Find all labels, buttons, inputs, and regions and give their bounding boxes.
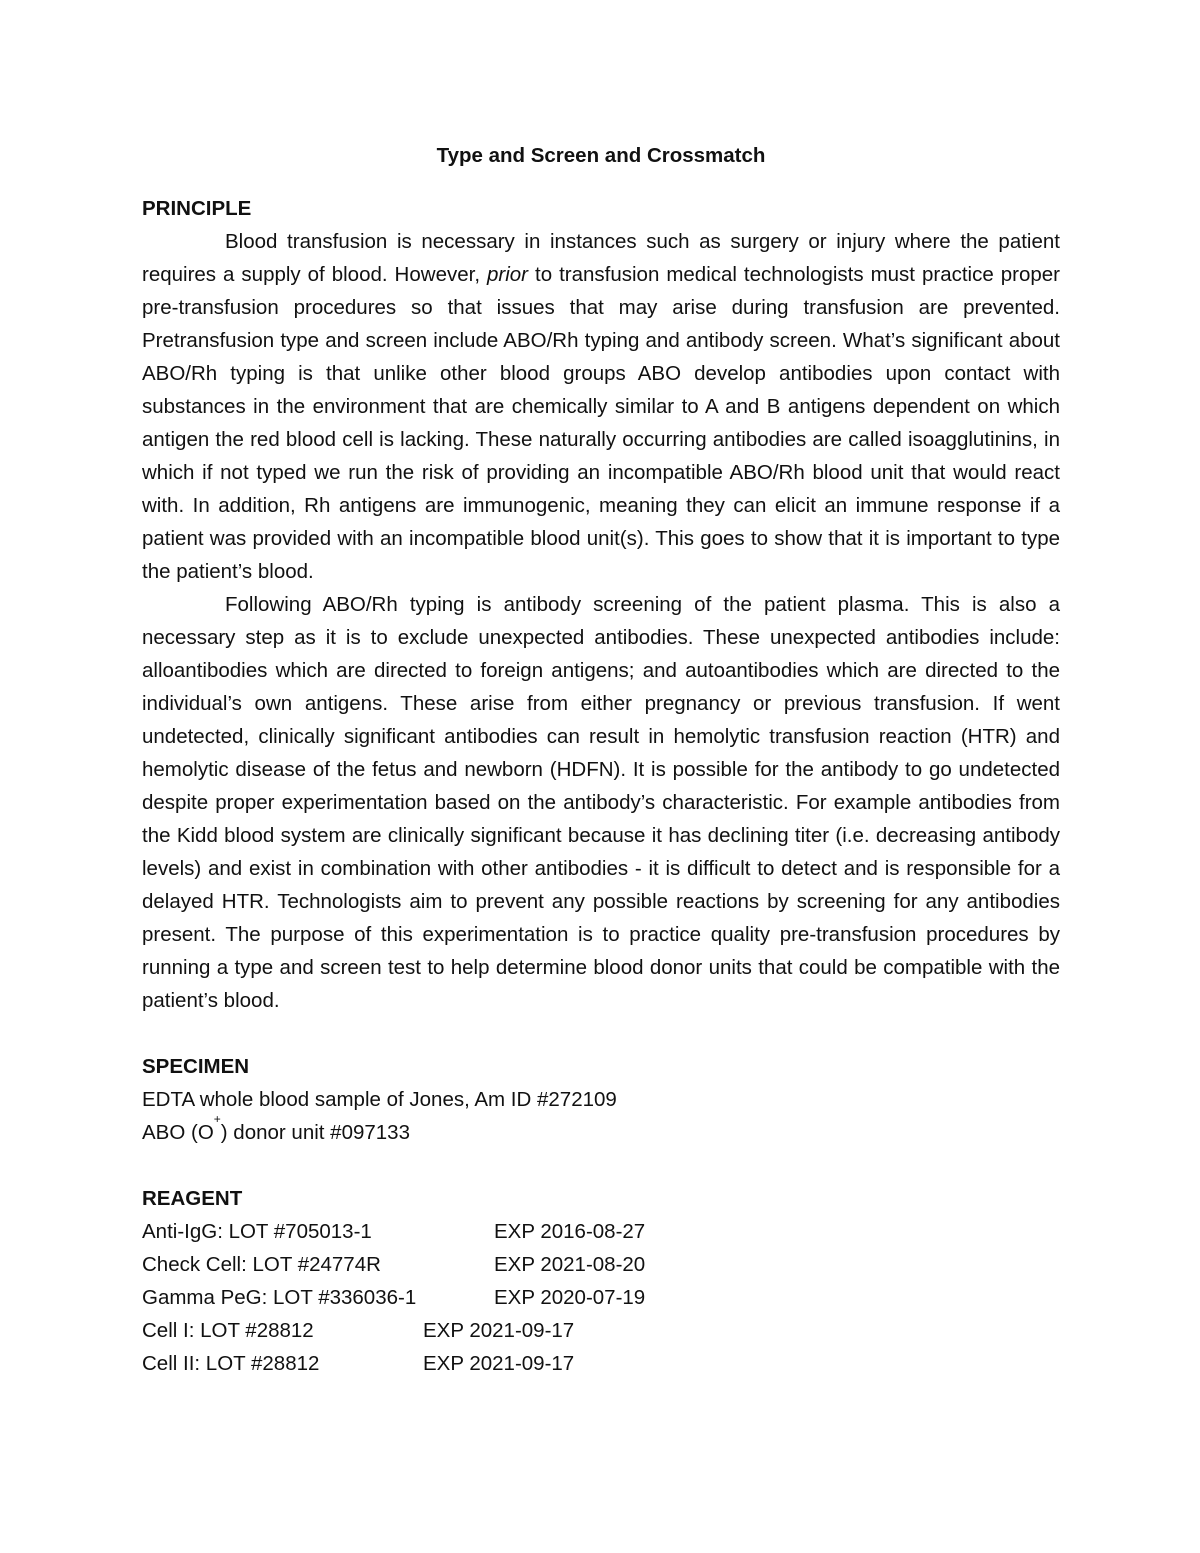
reagent-row xyxy=(142,1281,1060,1314)
specimen-line-2 xyxy=(142,1112,1060,1149)
reagent-heading: REAGENT xyxy=(142,1187,243,1210)
specimen-line-2-prefix: ABO (O xyxy=(142,1121,214,1144)
principle-paragraph-1 xyxy=(142,225,1060,588)
specimen-line-1: EDTA whole blood sample of Jones, Am ID #272109 xyxy=(142,1088,617,1111)
reagent-name: Gamma PeG: LOT #336036-1 xyxy=(142,1286,417,1309)
principle-heading: PRINCIPLE xyxy=(142,197,252,220)
specimen-line-2-suffix: ) donor unit #097133 xyxy=(220,1121,410,1144)
principle-paragraph-2: Following ABO/Rh typing is antibody screening of the patient plasma. This is also a necessary step as it is to exclude unexpected antibodies. These unexpected antibodies include: alloantibodies which are directed to foreign antigens; and autoantibodies which are directed to the individual’s own antigens. These arise from either pregnancy or previous transfusion. If went undetected, clinically significant antibodies can result in hemolytic transfusion reaction (HTR) and hemolytic disease of the fetus and newborn (HDFN). It is possible for the antibody to go undetected despite proper experimentation based on the antibody’s characteristic. For example antibodies from the Kidd blood system are clinically significant because it has declining titer (i.e. decreasing antibody levels) and exist in combination with other antibodies - it is difficult to detect and is responsible for a delayed HTR. Technologists aim to prevent any possible reactions by screening for any antibodies present. The purpose of this experimentation is to practice quality pre-transfusion procedures by running a type and screen test to help determine blood donor units that could be compatible with the patient’s blood. xyxy=(142,593,1060,1012)
section-spacer xyxy=(142,1017,1060,1050)
reagent-expiration: EXP 2021-08-20 xyxy=(494,1253,646,1276)
reagent-expiration: EXP 2020-07-19 xyxy=(494,1286,646,1309)
principle-paragraph-1-italic: prior xyxy=(487,263,529,286)
reagent-expiration: EXP 2021-09-17 xyxy=(423,1319,575,1342)
reagent-row xyxy=(142,1347,1060,1380)
section-spacer xyxy=(142,1149,1060,1182)
document-page xyxy=(142,140,1060,1380)
document-title: Type and Screen and Crossmatch xyxy=(436,144,766,167)
reagent-name: Cell I: LOT #28812 xyxy=(142,1319,314,1342)
reagent-row xyxy=(142,1215,1060,1248)
reagent-name: Check Cell: LOT #24774R xyxy=(142,1253,381,1276)
reagent-name: Anti-IgG: LOT #705013-1 xyxy=(142,1220,372,1243)
reagent-name: Cell II: LOT #28812 xyxy=(142,1352,320,1375)
reagent-expiration: EXP 2021-09-17 xyxy=(423,1352,575,1375)
reagent-row xyxy=(142,1248,1060,1281)
reagent-row xyxy=(142,1314,1060,1347)
specimen-line-2-superscript: + xyxy=(213,1112,221,1127)
principle-paragraph-1-part2: to transfusion medical technologists must practice proper pre-transfusion procedures so that issues that may arise during transfusion are prevented. Pretransfusion type and screen include ABO/Rh typing and antibody screen. What’s significant about ABO/Rh typing is that unlike other blood groups ABO develop antibodies upon contact with substances in the environment that are chemically similar to A and B antigens dependent on which antigen the red blood cell is lacking. These naturally occurring antibodies are called isoagglutinins, in which if not typed we run the risk of providing an incompatible ABO/Rh blood unit that would react with. In addition, Rh antigens are immunogenic, meaning they can elicit an immune response if a patient was provided with an incompatible blood unit(s). This goes to show that it is important to type the patient’s blood. xyxy=(142,263,1060,583)
principle-paragraph-1-part1: Blood transfusion is necessary in instances such as surgery or injury where the patient requires a supply of blood. However, xyxy=(142,230,1060,286)
specimen-heading: SPECIMEN xyxy=(142,1055,250,1078)
reagent-expiration: EXP 2016-08-27 xyxy=(494,1220,646,1243)
